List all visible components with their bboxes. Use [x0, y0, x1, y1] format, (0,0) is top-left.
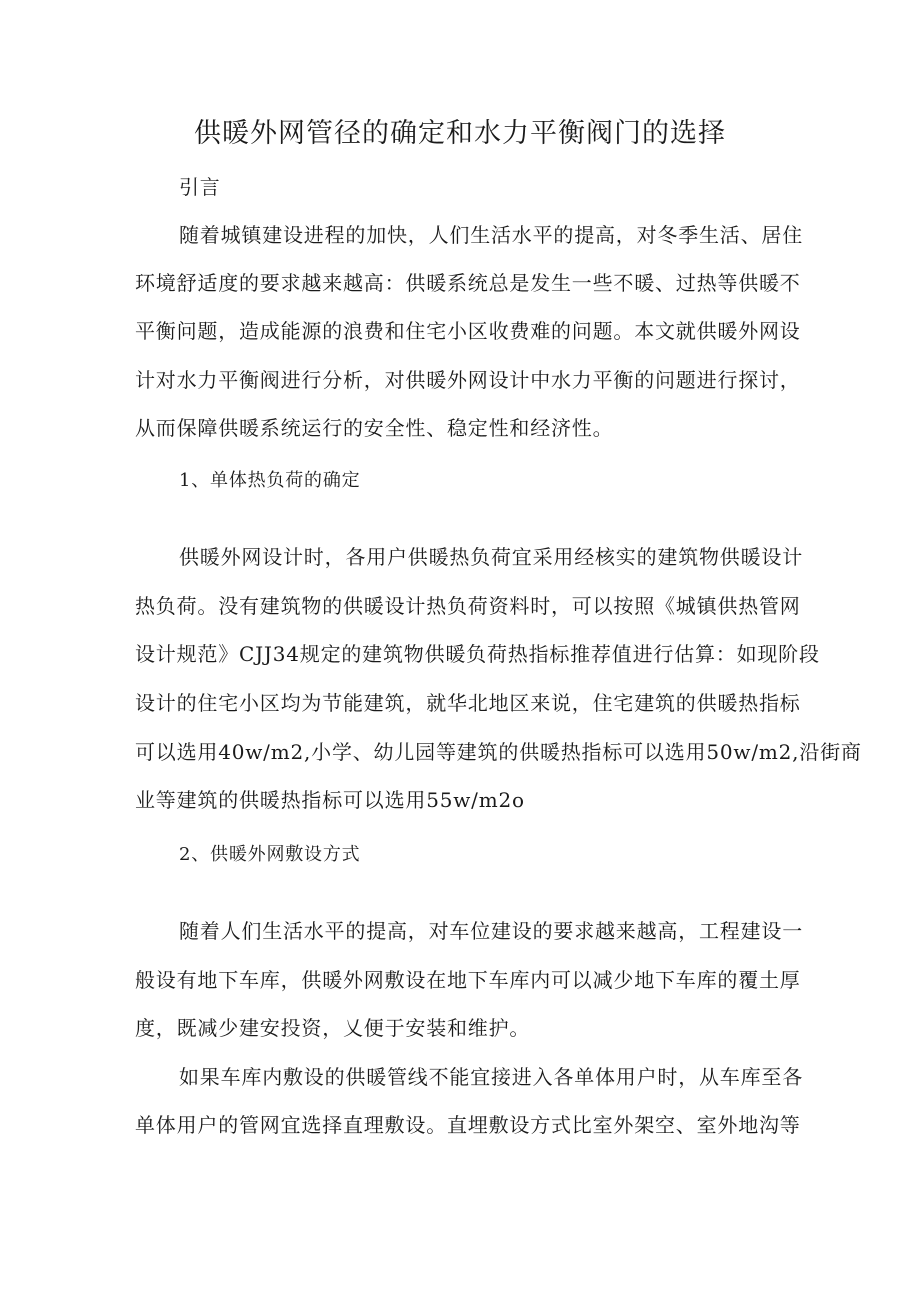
section-1-paragraph-line: 设计规范》CJJ34规定的建筑物供暖负荷热指标推荐值进行估算：如现阶段	[135, 642, 820, 666]
section-1-heading: 1、单体热负荷的确定	[179, 470, 361, 491]
section-2-paragraph-line: 度，既减少建安投资，乂便于安装和维护。	[135, 1016, 531, 1040]
intro-paragraph-line: 计对水力平衡阀进行分析，对供暖外网设计中水力平衡的问题进行探讨，	[135, 368, 801, 392]
section-1-paragraph-line: 业等建筑的供暖热指标可以选用55w∕m2o	[135, 788, 525, 812]
section-1-paragraph-line: 设计的住宅小区均为节能建筑，就华北地区来说，住宅建筑的供暖热指标	[135, 691, 801, 715]
section-2-paragraph-line: 如果车库内敷设的供暖管线不能宜接进入各单体用户时，从车库至各	[179, 1065, 803, 1089]
intro-paragraph-line: 随着城镇建设进程的加快，人们生活水平的提高，对冬季生活、居住	[179, 223, 803, 247]
section-2-paragraph-line: 随着人们生活水平的提高，对车位建设的要求越来越高，工程建设一	[179, 919, 803, 943]
section-2-paragraph-line: 般设有地下车库，供暖外网敷设在地下车库内可以减少地下车库的覆土厚	[135, 968, 801, 992]
intro-paragraph-line: 环境舒适度的要求越来越高：供暖系统总是发生一些不暖、过热等供暖不	[135, 271, 801, 295]
section-1-paragraph-line: 供暖外网设计时，各用户供暖热负荷宜采用经核实的建筑物供暖设计	[179, 545, 803, 569]
section-1-paragraph-line: 热负荷。没有建筑物的供暖设计热负荷资料时，可以按照《城镇供热管网	[135, 594, 801, 618]
section-2-heading: 2、供暖外网敷设方式	[179, 844, 361, 865]
document-title: 供暖外网管径的确定和水力平衡阀门的选择	[194, 118, 726, 149]
section-1-paragraph-line: 可以选用40w∕m2,小学、幼儿园等建筑的供暖热指标可以选用50w∕m2,沿街商	[135, 740, 862, 764]
intro-heading: 引言	[179, 175, 221, 199]
intro-paragraph-line: 平衡问题，造成能源的浪费和住宅小区收费难的问题。本文就供暖外网设	[135, 319, 801, 343]
section-2-paragraph-line: 单体用户的管网宜选择直理敷设。直埋敷设方式比室外架空、室外地沟等	[135, 1113, 801, 1137]
intro-paragraph-line: 从而保障供暖系统运行的安全性、稳定性和经济性。	[135, 416, 614, 440]
